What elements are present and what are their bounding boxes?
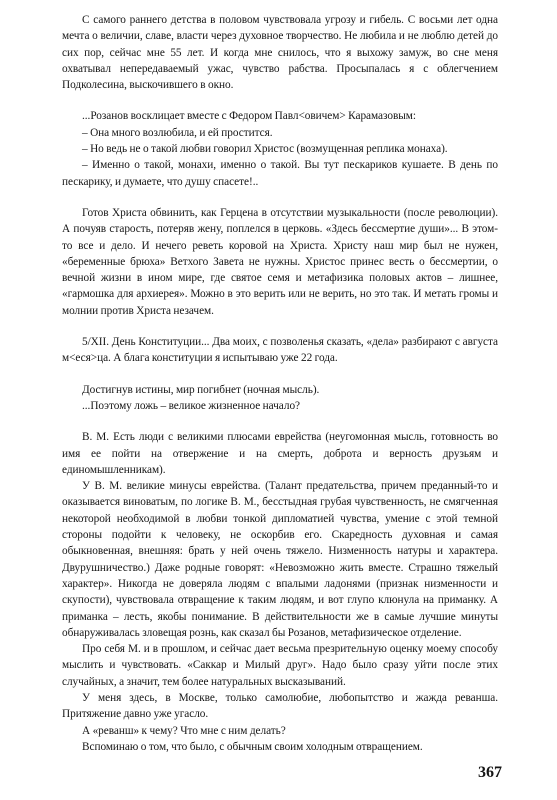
paragraph: Вспоминаю о том, что было, с обычным своим холодным отвращением.: [82, 740, 423, 753]
paragraph: А «реванш» к чему? Что мне с ним делать?: [82, 724, 286, 737]
page-number: 367: [478, 764, 502, 781]
paragraph: 5/XII. День Конституции... Два моих, с позволенья сказать, «дела» разбирают с августа м<еся>ца. А блага конституции я испытываю уже 22 года.: [62, 336, 498, 365]
paragraph: В. М. Есть люди с великими плюсами еврейства (неугомонная мысль, готовность во имя ее пойти на отвержение и на смерть, доброта и верность друзьям и единомышленникам).: [62, 431, 498, 476]
paragraph: ...Поэтому ложь – великое жизненное начало?: [82, 399, 301, 412]
paragraph: Про себя М. и в прошлом, и сейчас дает весьма презрительную оценку моему способу мыслить и чувствовать. «Саккар и Милый друг». Надо было сразу уйти после этих случайных, а значит, тем более натуральных высказываний.: [62, 643, 498, 688]
paragraph: Достигнув истины, мир погибнет (ночная мысль).: [82, 383, 320, 396]
paragraph: – Но ведь не о такой любви говорил Христос (возмущенная реплика монаха).: [82, 143, 448, 156]
page-body-text: [62, 12, 498, 755]
paragraph: У меня здесь, в Москве, только самолюбие, любопытство и жажда реванша. Притяжение давно уже угасло.: [62, 691, 498, 721]
paragraph: ...Розанов восклицает вместе с Федором Павл<овичем> Карамазовым:: [82, 110, 416, 123]
paragraph: – Именно о такой, монахи, именно о такой. Вы тут пескариков кушаете. В день по пескарику, и думаете, что душу спасете!..: [62, 159, 498, 188]
paragraph: С самого раннего детства в половом чувствовала угрозу и гибель. С восьми лет одна мечта о величии, славе, власти через духовное творчество. Не любила и не люблю детей до сих пор, сейчас мне 55 лет. И когда мне снилось, что я выхожу замуж, во сне меня охватывал непередаваемый ужас, чувство рабства. Просыпалась я с облегчением Подколесина, выскочившего в окно.: [62, 14, 498, 92]
paragraph: Готов Христа обвинить, как Герцена в отсутствии музыкальности (после революции). А почуяв старость, потеряв жену, поплелся в церковь. «Здесь бессмертие души»... В этом-то все и дело. И нечего реветь коровой на Христа. Христу наш мир был не нужен, «беременные брюха» Ветхого Завета не нужны. Христос принес весть о бессмертии, о вечной жизни в ином мире, где святое семя и метафизика половых актов – лишнее, «гармошка для архиерея». Можно в это верить или не верить, но это так. И метать громы и молнии против Христа незачем.: [62, 206, 498, 317]
paragraph: У В. М. великие минусы еврейства. (Талант предательства, причем преданный-то и оказывается виноватым, по логике В. М., бесстыдная грубая чувственность, не смягченная некоторой необходимой в любви тонкой дипломатией чувства, умение с этой темной стороны подойти к человеку, не оскорбив его. Скаредность духовная и самая обыкновенная, внешняя: брать у ней очень тяжело. Низменность натуры и характера. Двурушничество.) Даже родные говорят: «Невозможно жить вместе. Страшно тяжелый характер». Никогда не доверяла людям с впалыми ладонями (признак низменности и скупости), чувствовала отвращение к таким людям, и вот глупо клюнула на приманку. А приманка – лесть, якобы понимание. В действительности же в самые лучшие минуты обнаруживалась зловещая рознь, как сказал бы Розанов, метафизическое отделение.: [62, 480, 498, 639]
paragraph: – Она много возлюбила, и ей простится.: [82, 126, 273, 139]
